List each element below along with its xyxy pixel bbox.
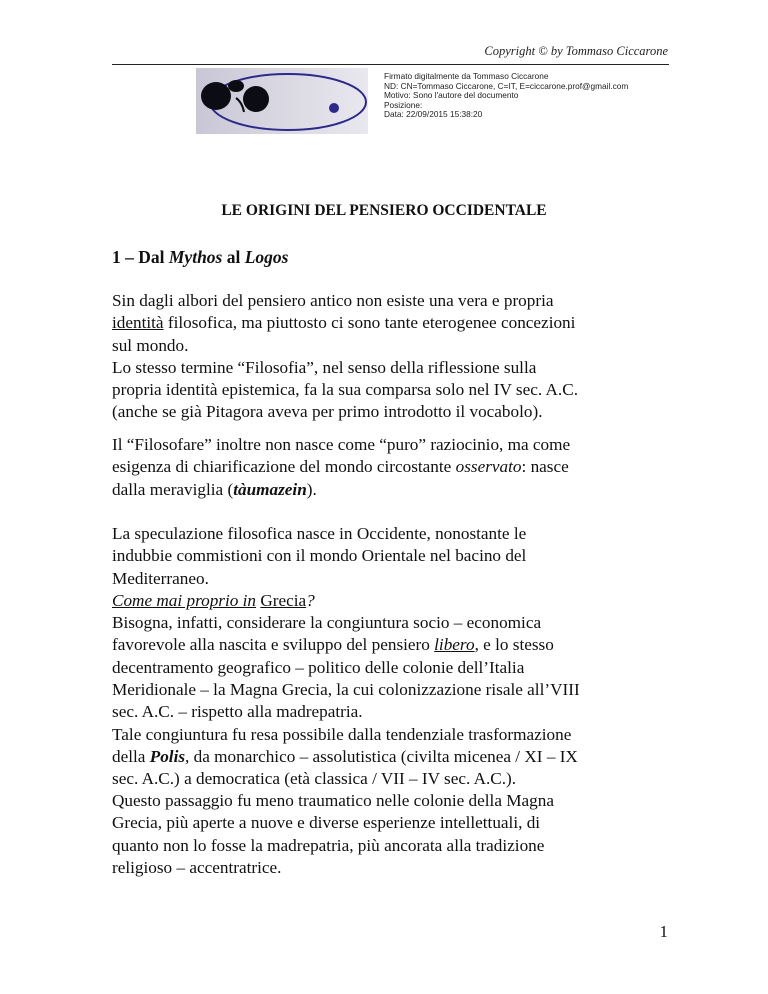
italic-term: osservato xyxy=(455,457,522,477)
signature-line: Motivo: Sono l'autore del documento xyxy=(384,90,519,101)
digital-signature-block xyxy=(384,72,628,120)
text-span: , da monarchico – assolutistica (civilta micenea / XI – IX xyxy=(185,746,578,766)
text-line: sec. A.C. – rispetto alla madrepatria. xyxy=(112,702,363,722)
page-number: 1 xyxy=(659,922,668,941)
text-line: propria identità epistemica, fa la sua comparsa solo nel IV sec. A.C. xyxy=(112,380,578,400)
text-span: filosofica, ma piuttosto ci sono tante eterogenee concezioni xyxy=(163,313,576,333)
text-span: esigenza di chiarificazione del mondo circostante xyxy=(112,457,456,477)
text-line: Sin dagli albori del pensiero antico non esiste una vera e propria xyxy=(112,291,554,310)
italic-underlined-term: libero xyxy=(434,635,475,655)
text-line xyxy=(112,312,669,334)
text-span: dalla meraviglia ( xyxy=(112,479,234,499)
paragraph-1 xyxy=(112,290,669,424)
text-line: religioso – accentratrice. xyxy=(112,857,282,877)
bold-italic-term: Polis xyxy=(149,746,186,766)
paragraph-4 xyxy=(112,790,669,879)
text-line: Mediterraneo. xyxy=(112,568,209,588)
text-line: Bisogna, infatti, considerare la congiuntura socio – economica xyxy=(112,613,542,633)
section-heading xyxy=(112,247,288,268)
text-line xyxy=(112,456,669,478)
text-line: Grecia, più aperte a nuove e diverse esperienze intellettuali, di xyxy=(112,813,541,833)
signature-line: ND: CN=Tommaso Ciccarone, C=IT, E=ciccarone.prof@gmail.com xyxy=(384,80,629,91)
text-line: sec. A.C.) a democratica (età classica / VII – IV sec. A.C.). xyxy=(112,769,517,789)
signature-line: Posizione: xyxy=(384,99,423,110)
bold-italic-term: tàumazein xyxy=(233,479,307,499)
header-rule xyxy=(112,64,669,65)
paragraph-3 xyxy=(112,523,669,791)
text-line xyxy=(112,634,669,656)
paragraph-2 xyxy=(112,434,669,501)
section-prefix: 1 – Dal xyxy=(112,247,169,267)
text-span: : nasce xyxy=(521,457,569,477)
text-line: Lo stesso termine “Filosofia”, nel senso della riflessione sulla xyxy=(112,357,537,377)
text-line: Questo passaggio fu meno traumatico nelle colonie della Magna xyxy=(112,791,554,810)
text-line xyxy=(112,479,669,501)
text-span: , e lo stesso xyxy=(474,635,554,655)
text-line: sul mondo. xyxy=(112,335,189,355)
text-line: indubbie commistioni con il mondo Orientale nel bacino del xyxy=(112,546,527,566)
text-line: (anche se già Pitagora aveva per primo introdotto il vocabolo). xyxy=(112,402,543,422)
text-line: decentramento geografico – politico delle colonie dell’Italia xyxy=(112,657,525,677)
section-logos: Logos xyxy=(244,247,289,267)
text-line: quanto non lo fosse la madrepatria, più ancorata alla tradizione xyxy=(112,835,545,855)
underlined-term: Grecia xyxy=(260,590,307,610)
italic-underlined-question: Come mai proprio in xyxy=(112,590,257,610)
text-line xyxy=(112,590,669,612)
text-span: della xyxy=(112,746,150,766)
text-span: ). xyxy=(306,479,317,499)
author-logo xyxy=(196,68,368,134)
text-line: Il “Filosofare” inoltre non nasce come “puro” raziocinio, ma come xyxy=(112,435,571,454)
signature-line: Data: 22/09/2015 15:38:20 xyxy=(384,109,483,120)
text-line: La speculazione filosofica nasce in Occidente, nonostante le xyxy=(112,524,527,543)
section-middle: al xyxy=(222,247,245,267)
text-line xyxy=(112,746,669,768)
section-mythos: Mythos xyxy=(168,247,223,267)
header-copyright: Copyright © by Tommaso Ciccarone xyxy=(484,44,668,58)
question-mark: ? xyxy=(306,590,315,610)
text-line: Tale congiuntura fu resa possibile dalla tendenziale trasformazione xyxy=(112,724,572,744)
text-span: favorevole alla nascita e sviluppo del pensiero xyxy=(112,635,435,655)
document-title: LE ORIGINI DEL PENSIERO OCCIDENTALE xyxy=(221,202,547,219)
signature-line: Firmato digitalmente da Tommaso Ciccarone xyxy=(384,71,549,81)
underlined-term: identità xyxy=(112,313,164,333)
text-line: Meridionale – la Magna Grecia, la cui colonizzazione risale all’VIII xyxy=(112,680,580,700)
